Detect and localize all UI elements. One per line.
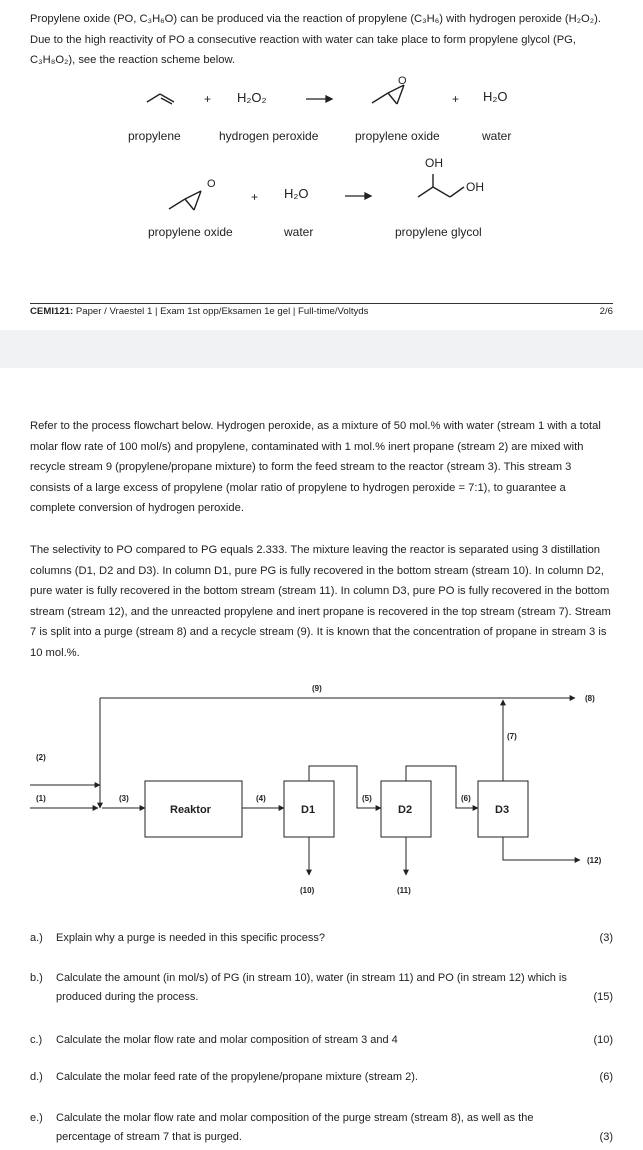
question-label: a.): [30, 932, 43, 944]
separation-paragraph: The selectivity to PO compared to PG equals 2.333. The mixture leaving the reactor is separated using 3 distillation columns (D1, D2 and D3). In column D1, pure PG is fully recovered in the bottom stream (stream 10). In column D2, pure water is fully recovered in the bottom stream (stream 11). In column D3, pure PO is fully recovered in the bottom stream (stream 12), and the unreacted propylene and inert propane is recovered in the top stream (stream 7). Stream 7 is split into a purge (stream 8) and a recycle stream (9). It is known that the concentration of propane in stream 3 is 10 mol.%.: [30, 544, 611, 659]
page-footer: [30, 303, 613, 317]
label-propylene: propylene: [128, 129, 181, 143]
question-text: Calculate the molar flow rate and molar composition of the purge stream (stream 8), as well as the percentage of stream 7 that is purged.: [56, 1112, 534, 1143]
stream-11-label: (11): [397, 886, 411, 895]
propylene-structure: [147, 94, 174, 104]
question-points: (6): [599, 1071, 613, 1083]
question-text: Explain why a purge is needed in this specific process?: [56, 932, 326, 944]
course-code: CEMI121:: [30, 306, 74, 317]
question-text: Calculate the molar flow rate and molar composition of stream 3 and 4: [56, 1034, 398, 1046]
label-hydrogen-peroxide: hydrogen peroxide: [219, 129, 319, 143]
question-points: (3): [599, 932, 613, 944]
stream-9-label: (9): [312, 684, 322, 693]
question-b: [30, 969, 613, 1007]
stream-2-label: (2): [36, 753, 46, 762]
propylene-glycol-structure: [418, 174, 464, 197]
oxygen-atom-label: O: [398, 75, 407, 87]
stream-4-label: (4): [256, 794, 266, 803]
stream-3-label: (3): [119, 794, 129, 803]
stream-10-label: (10): [300, 886, 315, 895]
question-e: [30, 1109, 613, 1147]
reaction-arrow-2: [345, 193, 371, 199]
question-points: (3): [599, 1131, 613, 1143]
label-water: water: [284, 225, 314, 239]
d3-label: D3: [495, 804, 510, 816]
page-gap: [0, 330, 643, 368]
stream-12-label: (12): [587, 856, 602, 865]
question-text: Calculate the amount (in mol/s) of PG (in stream 10), water (in stream 11) and PO (in stream 12) which is produced during the process.: [56, 972, 567, 1003]
h2o-formula: H₂O: [483, 89, 508, 104]
label-propylene-oxide: propylene oxide: [148, 225, 233, 239]
question-text: Calculate the molar feed rate of the propylene/propane mixture (stream 2).: [56, 1071, 418, 1083]
question-label: d.): [30, 1071, 43, 1083]
stream-12-line: [503, 837, 580, 860]
question-c: [30, 1031, 613, 1050]
stream-6-label: (6): [461, 794, 471, 803]
plus-sign: +: [452, 92, 460, 106]
page-number: 2/6: [599, 306, 613, 317]
page-1: [0, 0, 643, 330]
page-2: [0, 368, 643, 1150]
propylene-oxide-structure-1: [372, 85, 404, 104]
reactor-label: Reaktor: [170, 804, 211, 816]
process-description-paragraph: Refer to the process flowchart below. Hydrogen peroxide, as a mixture of 50 mol.% with water (stream 1 with a total molar flow rate of 100 mol/s) and propylene, contaminated with 1 mol.% inert propane (stream 2) are mixed with recycle stream 9 (propylene/propane mixture) to form the feed stream to the reactor (stream 3). This stream 3 consists of a large excess of propylene (molar ratio of propylene to hydrogen peroxide = 7:1), to guarantee a complete conversion of hydrogen peroxide.: [30, 420, 601, 515]
stream-7-label: (7): [507, 732, 517, 741]
question-points: (10): [593, 1034, 613, 1046]
plus-sign: +: [204, 92, 212, 106]
question-d: [30, 1068, 613, 1087]
stream-5-label: (5): [362, 794, 372, 803]
h2o2-formula: H₂O₂: [237, 90, 267, 105]
label-water: water: [482, 129, 512, 143]
h2o-formula: H₂O: [284, 186, 309, 201]
stream-1-label: (1): [36, 794, 46, 803]
label-propylene-glycol: propylene glycol: [395, 225, 482, 239]
hydroxyl-label: OH: [425, 156, 443, 170]
d1-label: D1: [301, 804, 316, 816]
stream-8-label: (8): [585, 694, 595, 703]
course-info: Paper / Vraestel 1 | Exam 1st opp/Eksamen 1e gel | Full-time/Voltyds: [75, 306, 369, 317]
intro-paragraph: Propylene oxide (PO, C₃H₆O) can be produced via the reaction of propylene (C₃H₆) with hydrogen peroxide (H₂O₂). Due to the high reactivity of PO a consecutive reaction with water can take place to form propylene glycol (PG, C₃H₈O₂), see the reaction scheme below.: [30, 13, 601, 67]
label-propylene-oxide: propylene oxide: [355, 129, 440, 143]
question-a: [30, 929, 613, 948]
oxygen-atom-label: O: [207, 178, 216, 190]
hydroxyl-label: OH: [466, 180, 484, 194]
plus-sign: +: [251, 190, 259, 204]
reaction-2-structures: [0, 160, 643, 240]
reaction-arrow-1: [306, 96, 332, 102]
question-label: c.): [30, 1034, 43, 1046]
process-flowchart: [0, 680, 643, 910]
question-label: b.): [30, 972, 43, 984]
question-label: e.): [30, 1112, 43, 1124]
d2-label: D2: [398, 804, 413, 816]
question-points: (15): [593, 991, 613, 1003]
